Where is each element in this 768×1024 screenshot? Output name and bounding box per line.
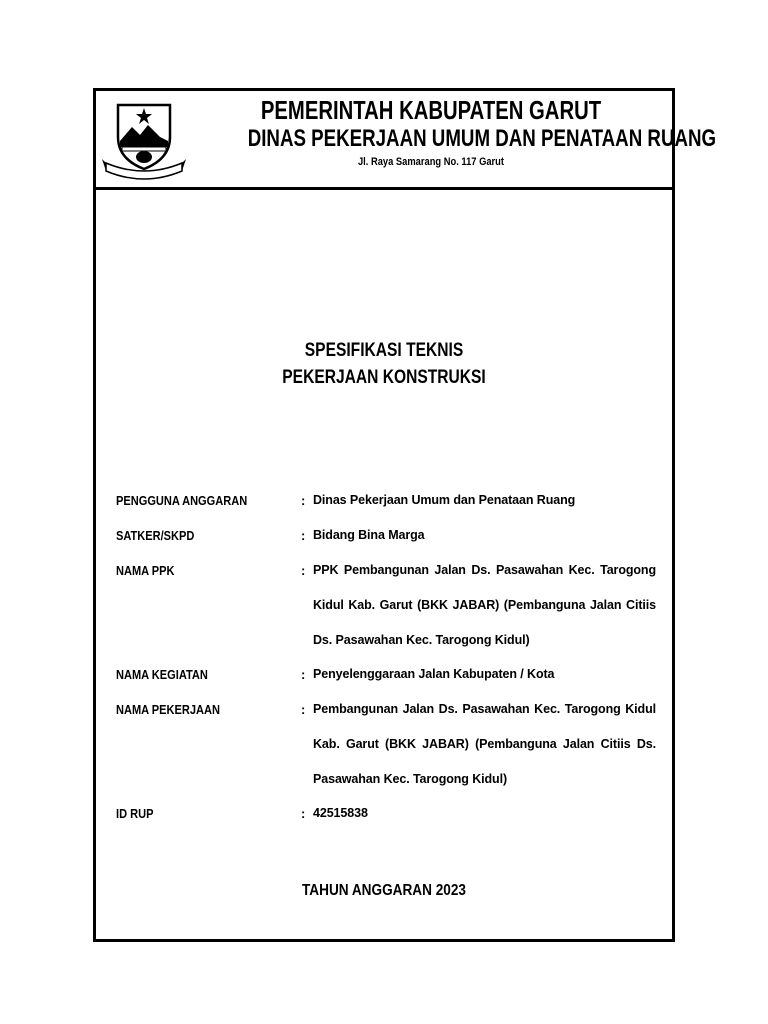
- field-label: NAMA PEKERJAAN: [116, 702, 220, 717]
- government-name: PEMERINTAH KABUPATEN GARUT: [260, 95, 602, 125]
- field-colon: :: [301, 702, 306, 717]
- field-label: SATKER/SKPD: [116, 528, 195, 543]
- field-value: 42515838: [313, 806, 368, 820]
- field-colon: :: [301, 667, 306, 682]
- department-name: DINAS PEKERJAAN UMUM DAN PENATAAN RUANG: [247, 125, 717, 152]
- office-address: Jl. Raya Samarang No. 117 Garut: [357, 156, 505, 168]
- field-label: PENGGUNA ANGGARAN: [116, 493, 248, 508]
- document-frame: [93, 88, 717, 942]
- field-value: Pembangunan Jalan Ds. Pasawahan Kec. Tarogong Kidul Kab. Garut (BKK JABAR) (Pembanguna Jalan Citiis Ds. Pasawahan Kec. Tarogong Kidul): [313, 702, 656, 786]
- field-colon: :: [301, 563, 306, 578]
- letterhead: [96, 91, 717, 190]
- field-value: Penyelenggaraan Jalan Kabupaten / Kota: [313, 667, 555, 681]
- field-label: NAMA KEGIATAN: [116, 667, 208, 682]
- document-title: SPESIFIKASI TEKNIS: [304, 340, 464, 361]
- field-value: Dinas Pekerjaan Umum dan Penataan Ruang: [313, 493, 576, 507]
- field-label: ID RUP: [116, 806, 154, 821]
- garut-regency-emblem: [102, 97, 186, 181]
- field-colon: :: [301, 493, 306, 508]
- field-label: NAMA PPK: [116, 563, 175, 578]
- field-value: PPK Pembangunan Jalan Ds. Pasawahan Kec. Tarogong Kidul Kab. Garut (BKK JABAR) (Pembanguna Jalan Citiis Ds. Pasawahan Kec. Tarogong Kidul): [313, 563, 656, 647]
- field-colon: :: [301, 528, 306, 543]
- field-colon: :: [301, 806, 306, 821]
- budget-year: TAHUN ANGGARAN 2023: [302, 882, 466, 899]
- field-value: Bidang Bina Marga: [313, 528, 425, 542]
- document-subtitle: PEKERJAAN KONSTRUKSI: [282, 367, 486, 388]
